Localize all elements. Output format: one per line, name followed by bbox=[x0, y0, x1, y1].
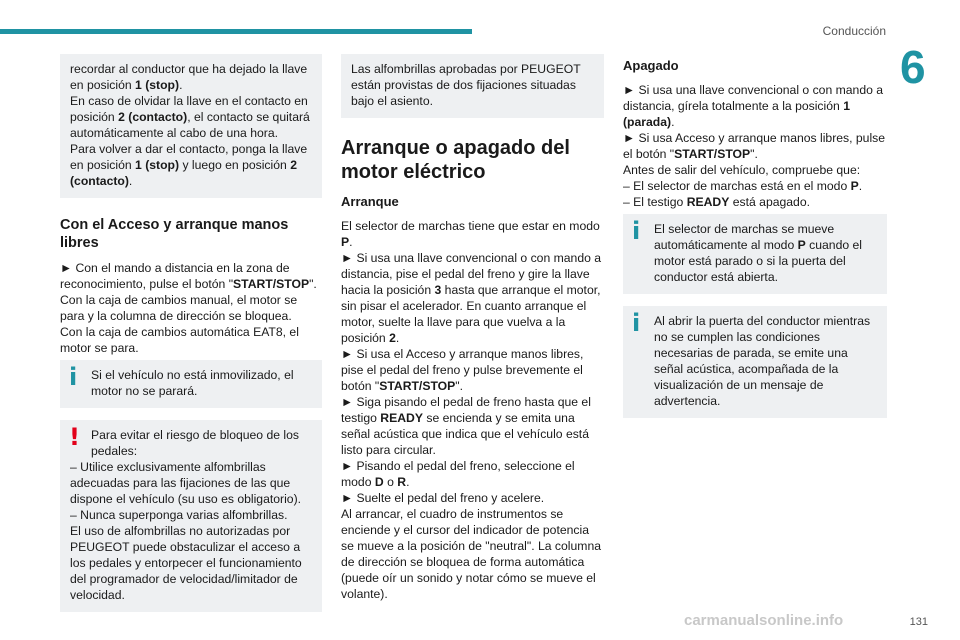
watermark: carmanualsonline.info bbox=[684, 612, 844, 629]
heading-hands-free: Con el Acceso y arranque manos libres bbox=[60, 217, 289, 251]
paragraph-hands-free-stop: ► Si usa Acceso y arranque manos libres, pulse el botón "START/STOP". bbox=[623, 131, 886, 161]
info-box-door-warning: i Al abrir la puerta del conductor mientras no se cumplen las condiciones necesarias de parada, se emite una señal acústica, acompañada de la visualización de un mensaje de advertencia. bbox=[623, 306, 887, 418]
paragraph-stop-button: ► Con el mando a distancia en la zona de reconocimiento, pulse el botón "START/STOP". bbox=[60, 261, 317, 291]
info-box-not-immobilised: i Si el vehículo no está inmovilizado, el motor no se parará. bbox=[60, 360, 322, 408]
info-box-auto-park: i El selector de marchas se mueve automáticamente al modo P cuando el motor está parado o si la puerta del conductor está abierta. bbox=[623, 214, 887, 294]
info-icon: i bbox=[632, 217, 641, 245]
note-text: recordar al conductor que ha dejado la llave en posición 1 (stop). En caso de olvidar la llave en el contacto en posición 2 (contacto), el contacto se quitará automáticamente al cabo de una hora. Para volver a dar el contacto, ponga la llave en posición 1 (stop) y luego en posición 2 (contacto). bbox=[70, 62, 310, 188]
paragraph-key-start: ► Si usa una llave convencional o con mando a distancia, pise el pedal del freno y gire la llave hacia la posición 3 hasta que arranque el motor, sin pisar el acelerador. En cuanto arranque el motor, suelte la llave para que vuelva a la posición 2. bbox=[341, 251, 602, 345]
note-box-key-reminder bbox=[60, 54, 322, 198]
paragraph-ready: ► Siga pisando el pedal de freno hasta que el testigo READY se encienda y se emita una señal acústica que indica que el vehículo está listo para circular. bbox=[341, 395, 591, 457]
subheading-start: Arranque bbox=[341, 194, 399, 209]
subheading-stop: Apagado bbox=[623, 58, 679, 73]
warning-box-pedals: ! Para evitar el riesgo de bloqueo de los pedales: – Utilice exclusivamente alfombrillas adecuadas para las fijaciones de las que dispone el vehículo (su uso es obligatorio). – Nunca superponga varias alfombrillas. El uso de alfombrillas no autorizadas por PEUGEOT puede obstaculizar el acceso a los pedales y entorpecer el funcionamiento del programador de velocidad/limitador de velocidad. bbox=[60, 420, 322, 612]
column-1 bbox=[60, 54, 322, 624]
page-number: 131 bbox=[909, 616, 928, 628]
info-icon: i bbox=[69, 363, 78, 391]
paragraph-select-mode: ► Pisando el pedal del freno, seleccione el modo D o R. bbox=[341, 459, 575, 489]
list-item-ready-off: – El testigo READY está apagado. bbox=[623, 195, 811, 209]
paragraph-instrument-panel: Al arrancar, el cuadro de instrumentos se enciende y el cursor del indicador de potencia se mueve a la posición de "neutral". La columna de dirección se bloquea de forma automática (puede oír un sonido y notar cómo se mueve el volante). bbox=[341, 507, 602, 601]
paragraph-release-brake: ► Suelte el pedal del freno y acelere. bbox=[341, 491, 545, 505]
paragraph-hands-free-start: ► Si usa el Acceso y arranque manos libres, pise el pedal del freno y pulse brevemente el botón "START/STOP". bbox=[341, 347, 584, 393]
section-title: Conducción bbox=[822, 24, 886, 38]
info-icon: i bbox=[632, 309, 641, 337]
column-3 bbox=[623, 54, 887, 430]
header-accent-bar bbox=[0, 29, 472, 34]
paragraph-key-stop: ► Si usa una llave convencional o con mando a distancia, gírela totalmente a la posición 1 (parada). bbox=[623, 83, 884, 129]
list-item-selector-p: – El selector de marchas está en el modo P. bbox=[623, 179, 863, 193]
warning-icon: ! bbox=[69, 423, 80, 451]
paragraph-selector-p: El selector de marchas tiene que estar en modo P. bbox=[341, 219, 600, 249]
paragraph-before-leaving: Antes de salir del vehículo, compruebe que: bbox=[623, 163, 861, 177]
section-heading-start-stop: Arranque o apagado del motor eléctrico bbox=[341, 137, 570, 183]
paragraph-automatic-gearbox: Con la caja de cambios automática EAT8, el motor se para. bbox=[60, 325, 299, 355]
chapter-number: 6 bbox=[900, 41, 926, 93]
paragraph-manual-gearbox: Con la caja de cambios manual, el motor se para y la columna de dirección se bloquea. bbox=[60, 293, 298, 323]
column-2 bbox=[341, 54, 604, 602]
note-box-mats: Las alfombrillas aprobadas por PEUGEOT están provistas de dos fijaciones situadas bajo el asiento. bbox=[341, 54, 604, 118]
